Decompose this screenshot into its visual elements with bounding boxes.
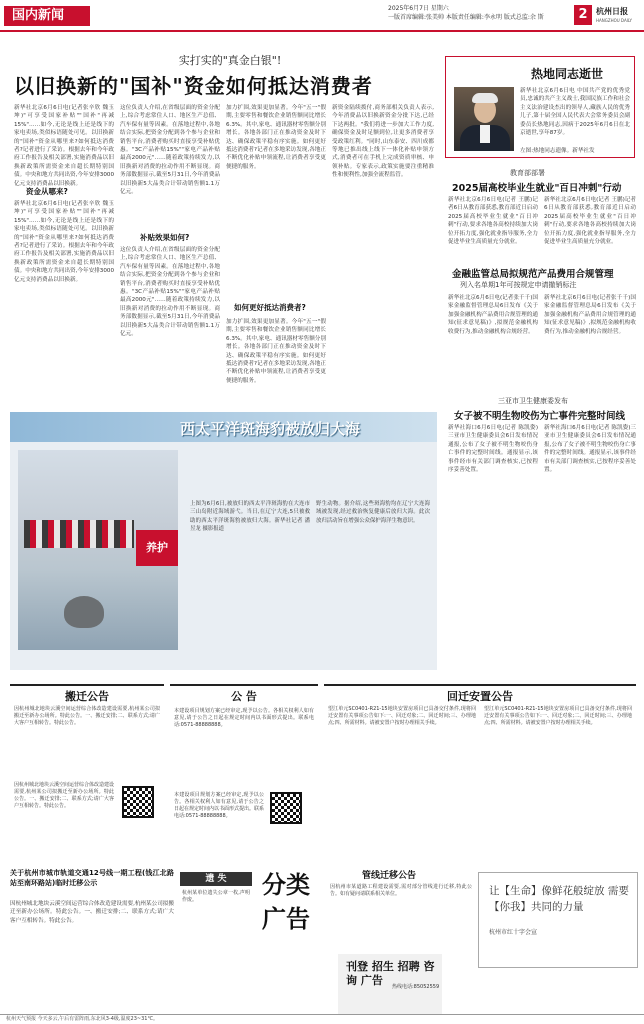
obituary-note: 左图:热地同志遗像。新华社发 [520, 148, 595, 154]
story1-kicker: 教育部部署 [510, 169, 545, 177]
relocation-text: 因杭州城北地块云溪空间运营综合体改造建设需要,杭州某公司拟搬迁至新办公场所。特此公告。一、搬迁安排;二、联系方式;请广大客户互相转告。特此公告。 [14, 706, 160, 726]
photo-banner: 养护 [136, 530, 178, 566]
qr-code-icon [270, 792, 302, 824]
resettlement-text-b: 望江单元SC0401-R21-15地块安置房项目已具备交付条件,现将回迁安置有关事项公告如下:一、回迁对象;二、回迁时间;三、办理地点;四、所需材料。请被安置户按时办理相关手续。 [484, 706, 632, 726]
lead-kicker: 实打实的"真金白银"! [178, 54, 282, 67]
people-crowd [24, 520, 134, 548]
resettlement-title: 回迁安置公告 [447, 690, 513, 703]
portrait-photo [454, 87, 514, 151]
lead-col3b: 加力扩围,效果更加显著。今年"五一"假期,主要零售和餐饮企业销售额同比增长6.3%。其中,家电、通讯器材零售额分别增长。各地各部门正在推动资金及时下达、确保政策平稳有序实施。如何更好抵达消费者?记者在多地采访发现,各地正不断优化补贴申领流程,让消费者享受更便捷的服务。 [226, 319, 326, 384]
story1-text-b: 新华社北京6月6日电(记者 王鹏)记者6日从教育部获悉,教育部近日启动2025届高校毕业生就业"百日冲刺"行动,要求各地各高校持续加大岗位开拓力度,强化就业指导服务,全力促进毕业生高质量充分就业。 [544, 197, 636, 246]
classified-ads-label [252, 868, 320, 954]
lead-subhead-3: 如何更好抵达消费者? [234, 303, 306, 312]
section-label: 国内新闻 [4, 6, 90, 26]
paper-logo-en: HANGZHOU DAILY [596, 18, 632, 23]
lost-notice-title: 遗 失 [180, 872, 252, 886]
advert-hotline-title: 刊登 招生 招聘 咨询 广告 [346, 960, 435, 987]
pipeline-text: 因杭州市某道路工程建设需要,需对部分管线进行迁移,特此公告。如有疑问请联系相关单位。 [330, 884, 472, 897]
date-line: 2025年6月7日 星期六 [388, 5, 449, 12]
lost-notice [180, 868, 252, 1014]
photo-title: 西太平洋斑海豹被放归大海 [180, 420, 361, 438]
paper-logo: 杭州日报 [596, 6, 628, 16]
story3-text: 新华社海口6月6日电(记者 陈凯姿)三亚市卫生健康委员会6日发布情况通报,公布了女子被不明生物咬伤身亡事件的完整时间线。通报显示,该事件经市有关部门调查核实,已按程序妥善处置。 [448, 425, 538, 474]
lead-col2: 这位负责人介绍,在省级层面的资金分配上,综合考虑常住人口、地区生产总值、汽车保有量等因素。在落地过程中,各地结合实际,把资金分配到各个参与企业和销售平台,消费者购买时直接享受补贴优惠。"3C产品补贴15%""家电产品补贴最高2000元"……随着政策持续发力,以旧换新对消费的拉动作用不断显现。商务部数据显示,截至5月31日,今年消费品以旧换新5大品类合计带动销售额1.1万亿元。 [120, 105, 220, 196]
qr-code-icon [122, 786, 154, 818]
obituary-title: 热地同志逝世 [531, 67, 604, 81]
story1-text: 新华社北京6月6日电(记者 王鹏)记者6日从教育部获悉,教育部近日启动2025届高校毕业生就业"百日冲刺"行动,要求各地各高校持续加大岗位开拓力度,强化就业指导服务,全力促进毕业生高质量充分就业。 [448, 197, 538, 246]
lead-col1b: 新华社北京6月6日电(记者张辛欣 魏玉坤)"可享受国家补贴""国补"再减15%"……如今,无论是线上还是线下的家电卖场,类似标语随处可见。以旧换新的"国补"资金从哪里来?如何抵达消费者?记者进行了采访。根据去年和今年政府工作报告及相关部署,实施消费品以旧换新政策所需资金来自超长期特别国债。中央和地方共同出资,今年安排3000亿元支持消费品以旧换新。 [14, 201, 114, 283]
relocation-notice [10, 684, 164, 862]
public-notice-text-b: 本建设项目规划方案已经审定,现予以公告。各相关权利人如有意见,请于公告之日起在规定时间内以书面形式提出。联系电话:0571-88888888。 [174, 792, 265, 819]
editor-line: 一版首席编辑:张美帅 本版责任编辑:李永明 版式总监:余 斯 [388, 14, 544, 21]
metro-notice-title: 关于杭州市城市轨道交通12号线一期工程(钱江北路站至南环路站)临时迁移公示 [10, 869, 174, 887]
public-notice-title: 公 告 [231, 690, 257, 703]
lead-col1: 新华社北京6月6日电(记者张辛欣 魏玉坤)"可享受国家补贴""国补"再减15%"……如今,无论是线上还是线下的家电卖场,类似标语随处可见。以旧换新的"国补"资金从哪里来?如何抵达消费者?记者进行了采访。根据去年和今年政府工作报告及相关部署,实施消费品以旧换新政策所需资金来自超长期特别国债。中央和地方共同出资,今年安排3000亿元支持消费品以旧换新。 [14, 105, 114, 187]
photo-title-bar [10, 412, 437, 442]
red-cross-note: 杭州市红十字会宣 [489, 929, 538, 936]
story3-text-b: 新华社海口6月6日电(记者 陈凯姿)三亚市卫生健康委员会6日发布情况通报,公布了女子被不明生物咬伤身亡事件的完整时间线。通报显示,该事件经市有关部门调查核实,已按程序妥善处置。 [544, 425, 636, 474]
story2-text: 新华社北京6月6日电(记者张千千)国家金融监督管理总局6日发布《关于加强金融机构产品费用合规管理的通知(征求意见稿)》,拟规范金融机构收费行为,推动金融机构合规经营。 [448, 295, 538, 335]
classified-line-1: 分类 [262, 871, 310, 899]
public-notice [170, 684, 318, 862]
story3-kicker: 三亚市卫生健康委发布 [498, 397, 568, 405]
photo-caption-2: 野生动物。据介绍,这些斑海豹均在辽宁大连海域被发现,经过救治恢复健康后放归大海。此次放归活动旨在增强公众保护海洋生物意识。 [316, 501, 430, 524]
classified-line-2: 广告 [262, 905, 310, 933]
relocation-text-b: 因杭州城北地块云溪空间运营综合体改造建设需要,杭州某公司拟搬迁至新办公场所。特此公告。一、搬迁安排;二、联系方式;请广大客户互相转告。特此公告。 [14, 782, 115, 809]
lost-notice-text: 杭州某单位遗失公章一枚,声明作废。 [182, 890, 250, 903]
red-cross-ad [478, 872, 638, 968]
obituary-text: 新华社北京6月6日电 中国共产党的优秀党员,忠诚的共产主义战士,我国民族工作和社会主义法治建设杰出的领导人,藏族人民的优秀儿子,第十届全国人民代表大会常务委员会副委员长热地同志,因病于2025年6月6日在北京逝世,享年87岁。 [520, 88, 630, 137]
photo-caption: 上图为6月6日,被放归的西太平洋斑海豹在大连市三山岛附近海域游弋。当日,在辽宁大连,5只被救助的西太平洋斑海豹被放归大海。新华社记者 潘昱龙 摄影报道 [190, 501, 310, 533]
lead-col4: 新资金陆续拨付,商务部相关负责人表示,今年消费品以旧换新资金分批下达,已经下达两批。"我们将进一步加大工作力度,确保资金及时足额到位,让更多消费者享受政策红利。"同时,山东泰安、四川成都等地已推出线上线下一体化补贴申领方式,消费者可在手机上完成资质审核、申领补贴。专家表示,政策实施要注重精准性和便利性,加强全流程监管。 [332, 105, 434, 179]
advert-hotline-box [338, 954, 442, 1014]
portrait-shirt [480, 125, 490, 143]
advert-hotline-phone: 热线电话:85052559 [392, 984, 440, 990]
page-number: 2 [574, 5, 592, 25]
lead-subhead-1: 资金从哪来? [26, 187, 68, 196]
lead-title: 以旧换新的"国补"资金如何抵达消费者 [14, 74, 373, 98]
relocation-title: 搬迁公告 [65, 690, 109, 703]
story2-deck: 列入名单期1年可按规定申请撤销标注 [460, 281, 577, 289]
pipeline-title: 管线迁移公告 [362, 871, 417, 881]
weather-footer: 杭州天气预报 今天多云,午后有雷阵雨,东北风3-4级,温度23~31℃。 [0, 1014, 644, 1024]
photo-feature [10, 412, 437, 670]
story1-title: 2025届高校毕业生就业"百日冲刺"行动 [452, 183, 622, 194]
lead-subhead-2: 补贴效果如何? [140, 233, 190, 242]
story2-text-b: 新华社北京6月6日电(记者张千千)国家金融监督管理总局6日发布《关于加强金融机构产品费用合规管理的通知(征求意见稿)》,拟规范金融机构收费行为,推动金融机构合规经营。 [544, 295, 636, 335]
masthead-info [388, 4, 544, 22]
seal-release-photo [18, 450, 178, 650]
portrait-hair [472, 93, 498, 103]
masthead [0, 0, 644, 32]
resettlement-text: 望江单元SC0401-R21-15地块安置房项目已具备交付条件,现将回迁安置有关事项公告如下:一、回迁对象;二、回迁时间;三、办理地点;四、所需材料。请被安置户按时办理相关手续。 [328, 706, 476, 726]
seal-animal [64, 596, 104, 628]
obituary-box [445, 56, 635, 158]
lead-col2b: 这位负责人介绍,在省级层面的资金分配上,综合考虑常住人口、地区生产总值、汽车保有量等因素。在落地过程中,各地结合实际,把资金分配到各个参与企业和销售平台,消费者购买时直接享受补贴优惠。"3C产品补贴15%""家电产品补贴最高2000元"……随着政策持续发力,以旧换新对消费的拉动作用不断显现。商务部数据显示,截至5月31日,今年消费品以旧换新5大品类合计带动销售额1.1万亿元。 [120, 247, 220, 338]
resettlement-notice [324, 684, 636, 862]
lead-col3: 加力扩围,效果更加显著。今年"五一"假期,主要零售和餐饮企业销售额同比增长6.3%。其中,家电、通讯器材零售额分别增长。各地各部门正在推动资金及时下达、确保政策平稳有序实施。如何更好抵达消费者?记者在多地采访发现,各地正不断优化补贴申领流程,让消费者享受更便捷的服务。 [226, 105, 326, 170]
public-notice-text: 本建设项目规划方案已经审定,现予以公告。各相关权利人如有意见,请于公告之日起在规定时间内以书面形式提出。联系电话:0571-88888888。 [174, 708, 314, 728]
metro-notice-text: 因杭州城北地块云溪空间运营综合体改造建设需要,杭州某公司拟搬迁至新办公场所。特此公告。一、搬迁安排;二、联系方式;请广大客户互相转告。特此公告。 [10, 901, 174, 924]
red-cross-slogan: 让【生命】像鲜花般绽放 需要【你我】共同的力量 [489, 885, 629, 913]
story2-title: 金融监管总局拟规范产品费用合规管理 [452, 269, 614, 280]
story3-title: 女子被不明生物咬伤为亡事件完整时间线 [454, 411, 626, 422]
